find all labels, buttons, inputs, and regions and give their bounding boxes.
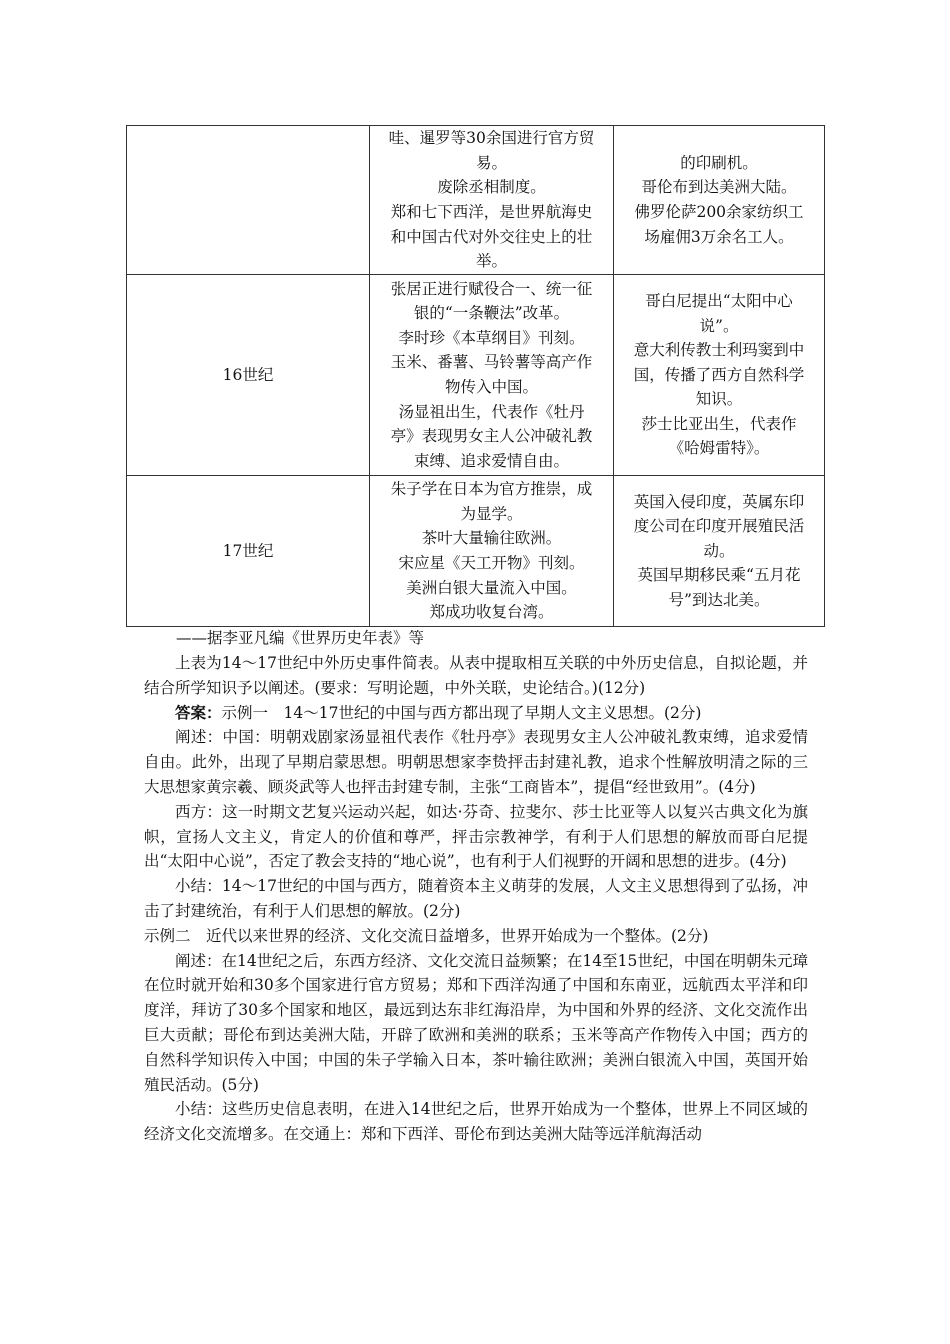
paragraph-china: 阐述：中国：明朝戏剧家汤显祖代表作《牡丹亭》表现男女主人公冲破礼教束缚，追求爱情自由。此外，出现了早期启蒙思想。明朝思想家李贽抨击封建礼教，追求个性解放明清之际的三大思想家黄宗羲、顾炎武等人也抨击封建专制，主张“工商皆本”，提倡“经世致用”。(4分) <box>144 728 808 796</box>
cell-line: 茶叶大量输往欧洲。 <box>421 529 562 548</box>
cell-line: 易。 <box>475 153 507 172</box>
century-cell: 16世纪 <box>127 275 370 476</box>
paragraph-summary-two: 小结：这些历史信息表明，在进入14世纪之后，世界开始成为一个整体，世界上不同区域的经济文化交流增多。在交通上：郑和下西洋、哥伦布到达美洲大陆等远洋航海活动 <box>144 1100 808 1144</box>
cell-line: 意大利传教士利玛窦到中 <box>633 341 805 360</box>
century-cell <box>127 126 370 275</box>
cell-line: 号”到达北美。 <box>668 590 770 609</box>
world-events-cell <box>614 126 825 275</box>
table-source: ——据李亚凡编《世界历史年表》等 <box>176 629 425 647</box>
cell-line: 张居正进行赋役合一、统一征 <box>390 279 593 298</box>
china-events-cell <box>370 476 614 627</box>
cell-line: 动。 <box>703 541 735 560</box>
cell-line: 物传入中国。 <box>444 378 538 396</box>
answer-section <box>144 651 808 1147</box>
world-events-cell <box>614 275 825 476</box>
cell-line: 哥白尼提出“太阳中心 <box>645 291 793 310</box>
cell-line: 李时珍《本草纲目》刊刻。 <box>398 328 585 347</box>
cell-line: 哥伦布到达美洲大陆。 <box>641 178 797 197</box>
cell-line: 朱子学在日本为官方推崇，成 <box>390 480 593 499</box>
example-two-thesis: 示例二 近代以来世界的经济、文化交流日益增多，世界开始成为一个整体。(2分) <box>144 926 709 945</box>
cell-line: 郑成功收复台湾。 <box>429 603 554 622</box>
cell-line: 亭》表现男女主人公冲破礼教 <box>390 427 593 446</box>
cell-line: 废除丞相制度。 <box>437 178 546 197</box>
cell-line: 国，传播了西方自然科学 <box>633 365 805 384</box>
answer-label: 答案： <box>175 702 222 722</box>
paragraph-summary-one: 小结：14～17世纪的中国与西方，随着资本主义萌芽的发展，人文主义思想得到了弘扬，冲击了封建统治，有利于人们思想的解放。(2分) <box>144 877 808 920</box>
question-paragraph: 上表为14～17世纪中外历史事件简表。从表中提取相互关联的中外历史信息，自拟论题，并结合所学知识予以阐述。(要求：写明论题，中外关联，史论结合。)(12分) <box>144 654 808 697</box>
history-table <box>126 125 825 627</box>
cell-line: 佛罗伦萨200余家纺织工 <box>634 203 804 221</box>
cell-line: 银的“一条鞭法”改革。 <box>413 304 570 323</box>
cell-line: 场雇佣3万余名工人。 <box>644 227 794 246</box>
table-row <box>127 126 825 275</box>
china-events-cell <box>370 275 614 476</box>
cell-line: 玉米、番薯、马铃薯等高产作 <box>390 353 593 372</box>
cell-line: 说”。 <box>699 316 739 335</box>
table-row <box>127 275 825 476</box>
cell-line: 和中国古代对外交往史上的壮 <box>390 227 593 246</box>
example-one-thesis: 示例一 14～17世纪的中国与西方都出现了早期人文主义思想。(2分) <box>221 703 702 722</box>
cell-line: 《哈姆雷特》。 <box>668 439 770 458</box>
cell-line: 汤显祖出生，代表作《牡丹 <box>398 402 585 421</box>
table-row <box>127 476 825 627</box>
cell-line: 为显学。 <box>460 504 523 523</box>
cell-line: 度公司在印度开展殖民活 <box>633 517 805 536</box>
answer-intro <box>144 701 808 726</box>
paragraph-exchange: 阐述：在14世纪之后，东西方经济、文化交流日益频繁；在14至15世纪，中国在明朝朱元璋在位时就开始和30多个国家进行官方贸易；郑和下西洋沟通了中国和东南亚，远航西太平洋和印度洋，拜访了30多个国家和地区，最远到达东非红海沿岸，为中国和外界的经济、文化交流作出巨大贡献；哥伦布到达美洲大陆，开辟了欧洲和美洲的联系；玉米等高产作物传入中国；西方的自然科学知识传入中国；中国的朱子学输入日本，茶叶输往欧洲；美洲白银流入中国，英国开始殖民活动。(5分) <box>144 951 808 1094</box>
china-events-cell <box>370 126 614 275</box>
cell-line: 的印刷机。 <box>680 153 758 172</box>
cell-line: 美洲白银大量流入中国。 <box>406 578 577 597</box>
cell-line: 郑和七下西洋，是世界航海史 <box>390 203 593 221</box>
cell-line: 宋应星《天工开物》刊刻。 <box>398 554 585 572</box>
cell-line: 束缚、追求爱情自由。 <box>413 451 569 470</box>
cell-line: 英国入侵印度，英属东印 <box>633 492 805 511</box>
cell-line: 哇、暹罗等30余国进行官方贸 <box>388 129 595 148</box>
cell-line: 莎士比亚出生，代表作 <box>641 414 797 433</box>
cell-line: 英国早期移民乘“五月花 <box>637 566 801 585</box>
world-events-cell <box>614 476 825 627</box>
paragraph-west: 西方：这一时期文艺复兴运动兴起，如达·芬奇、拉斐尔、莎士比亚等人以复兴古典文化为旗帜，宣扬人文主义，肯定人的价值和尊严，抨击宗教神学，有利于人们思想的解放而哥白尼提出“太阳中心说”，否定了教会支持的“地心说”，也有利于人们视野的开阔和思想的进步。(4分) <box>144 802 808 871</box>
cell-line: 知识。 <box>695 390 743 409</box>
century-cell: 17世纪 <box>127 476 370 627</box>
cell-line: 举。 <box>475 252 507 271</box>
